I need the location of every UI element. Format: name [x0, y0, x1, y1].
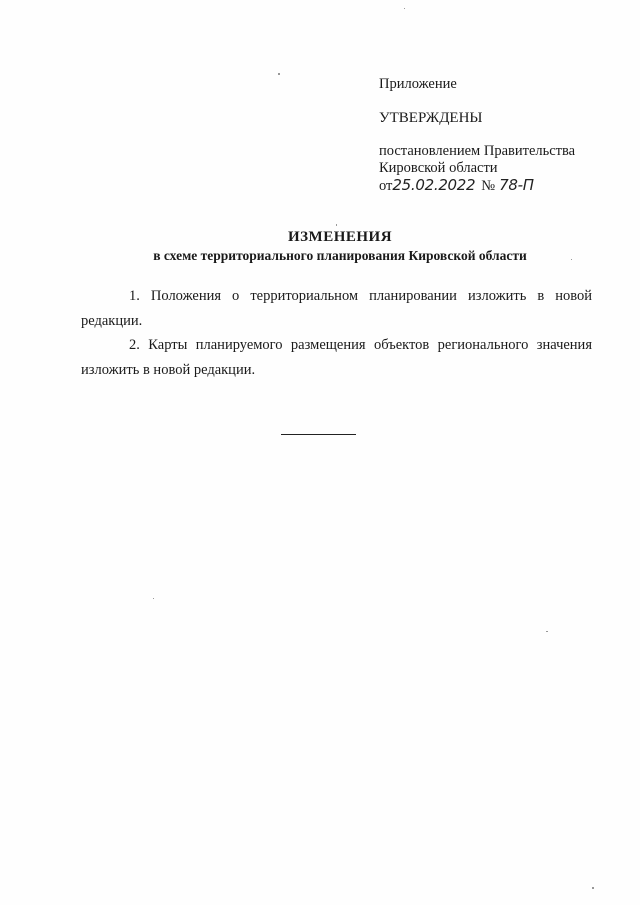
- document-subtitle: в схеме территориального планирования Кировской области: [153, 248, 527, 263]
- attachment-header: [379, 76, 619, 195]
- approval-date: 25.02.2022: [392, 176, 476, 194]
- scan-speck: [592, 887, 594, 889]
- approved-label: УТВЕРЖДЕНЫ: [379, 110, 483, 126]
- end-divider: [281, 434, 356, 435]
- approval-date-line: [379, 177, 619, 195]
- scan-speck: [278, 73, 280, 75]
- scan-speck: [153, 598, 154, 599]
- scan-speck: [336, 224, 337, 226]
- list-item: 1. Положения о территориальном планировании изложить в новой редакции.: [81, 288, 592, 329]
- document-title: ИЗМЕНЕНИЯ: [287, 229, 393, 245]
- approval-text: постановлением Правительства Кировской области: [379, 143, 576, 176]
- attachment-label: Приложение: [379, 76, 457, 92]
- date-prefix: от: [379, 178, 393, 194]
- list-item: 2. Карты планируемого размещения объектов регионального значения изложить в новой редакции.: [81, 337, 592, 378]
- number-sign: №: [481, 178, 496, 194]
- scan-speck: [546, 631, 548, 632]
- document-body: [81, 284, 592, 382]
- approval-number: 78-П: [499, 176, 534, 194]
- scan-speck: [404, 8, 405, 9]
- scan-speck: [571, 259, 572, 260]
